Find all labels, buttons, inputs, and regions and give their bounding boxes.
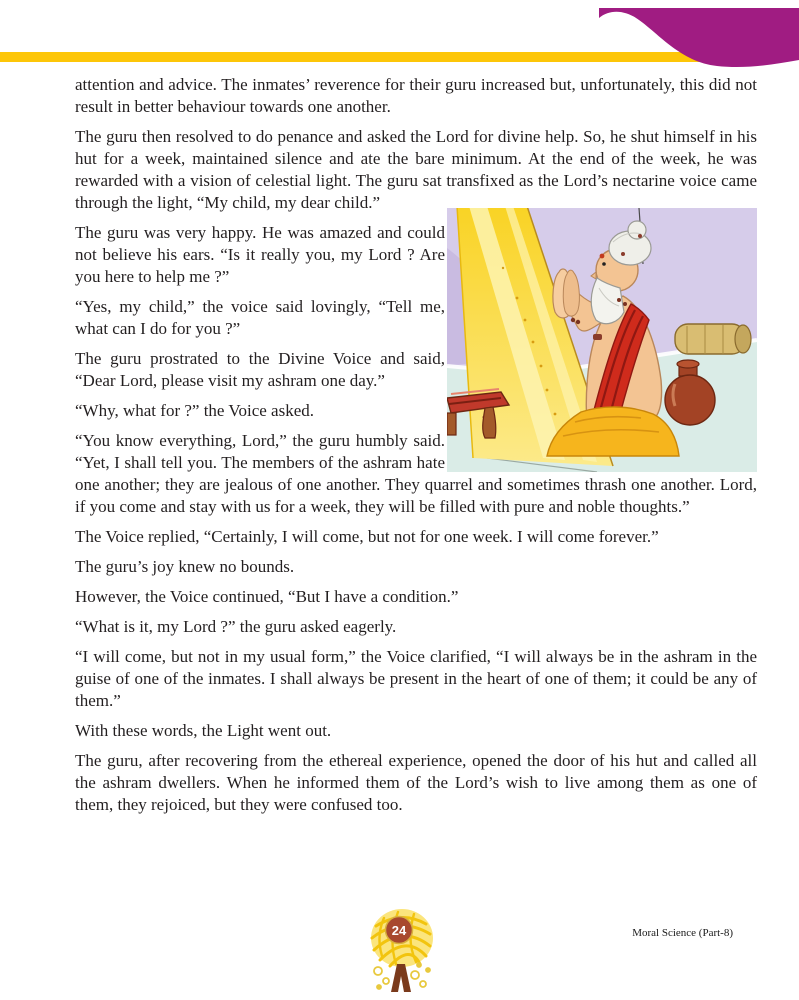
- praying-hands: [553, 269, 579, 318]
- page-number: 24: [391, 923, 407, 938]
- paragraph: The Voice replied, “Certainly, I will come, but not for one week. I will come forever.”: [75, 527, 659, 546]
- paragraph: However, the Voice continued, “But I have a condition.”: [75, 587, 459, 606]
- book-title: Moral Science (Part-8): [632, 927, 733, 939]
- paragraph: “Why, what for ?” the Voice asked.: [75, 401, 315, 420]
- story-text: [75, 74, 757, 824]
- paragraph: “Yes, my child,” the voice said lovingly, “Tell me, what can I do for you ?”: [75, 297, 445, 338]
- paragraph: “I will come, but not in my usual form,” the Voice clarified, “I will always be in the ashram in the guise of one of the inmates. I shall always be present in the heart of one of them; it could be any of them.”: [75, 647, 757, 710]
- guru-illustration-art: [447, 208, 757, 472]
- tree-trunk: [391, 964, 411, 992]
- paragraph: The guru, after recovering from the ethereal experience, opened the door of his hut and called all the ashram dwellers. When he informed them of the Lord’s wish to live among them as one of them, they rejoiced, but they were confused too.: [75, 751, 757, 814]
- tilak: [600, 254, 605, 259]
- paragraph: “What is it, my Lord ?” the guru asked eagerly.: [75, 617, 397, 636]
- page-number-circle: [386, 917, 413, 944]
- paragraph: The guru prostrated to the Divine Voice and said, “Dear Lord, please visit my ashram one day.”: [75, 349, 445, 390]
- paragraph: attention and advice. The inmates’ reverence for their guru increased but, unfortunately, this did not result in better behaviour towards one another.: [75, 75, 757, 116]
- page-number-badge: [366, 908, 436, 996]
- paragraph: With these words, the Light went out.: [75, 721, 332, 740]
- guru-illustration: [457, 208, 757, 458]
- paragraph: The guru’s joy knew no bounds.: [75, 557, 295, 576]
- paragraph: The guru then resolved to do penance and asked the Lord for divine help. So, he shut himself in his hut for a week, maintained silence and ate the bare minimum. At the end of the week, he was rewarded with a vision of celestial light. The guru sat transfixed as the Lord’s nectarine voice came through the light, “My child, my dear child.”: [75, 127, 757, 212]
- header-yellow-bar: [0, 52, 700, 62]
- header-purple-swoosh: [599, 0, 799, 80]
- paragraph: “You know everything, Lord,” the guru humbly said. “Yet, I shall tell you. The members of the ashram hate one another; they are jealous of one another. They quarrel and sometimes thrash one another. Lord, if you come and stay with us for a week, they will be filled with pure and noble thoughts.”: [75, 431, 757, 516]
- paragraph: The guru was very happy. He was amazed and could not believe his ears. “Is it really you, my Lord ? Are you here to help me ?”: [75, 223, 445, 286]
- rolled-mat: [675, 324, 751, 354]
